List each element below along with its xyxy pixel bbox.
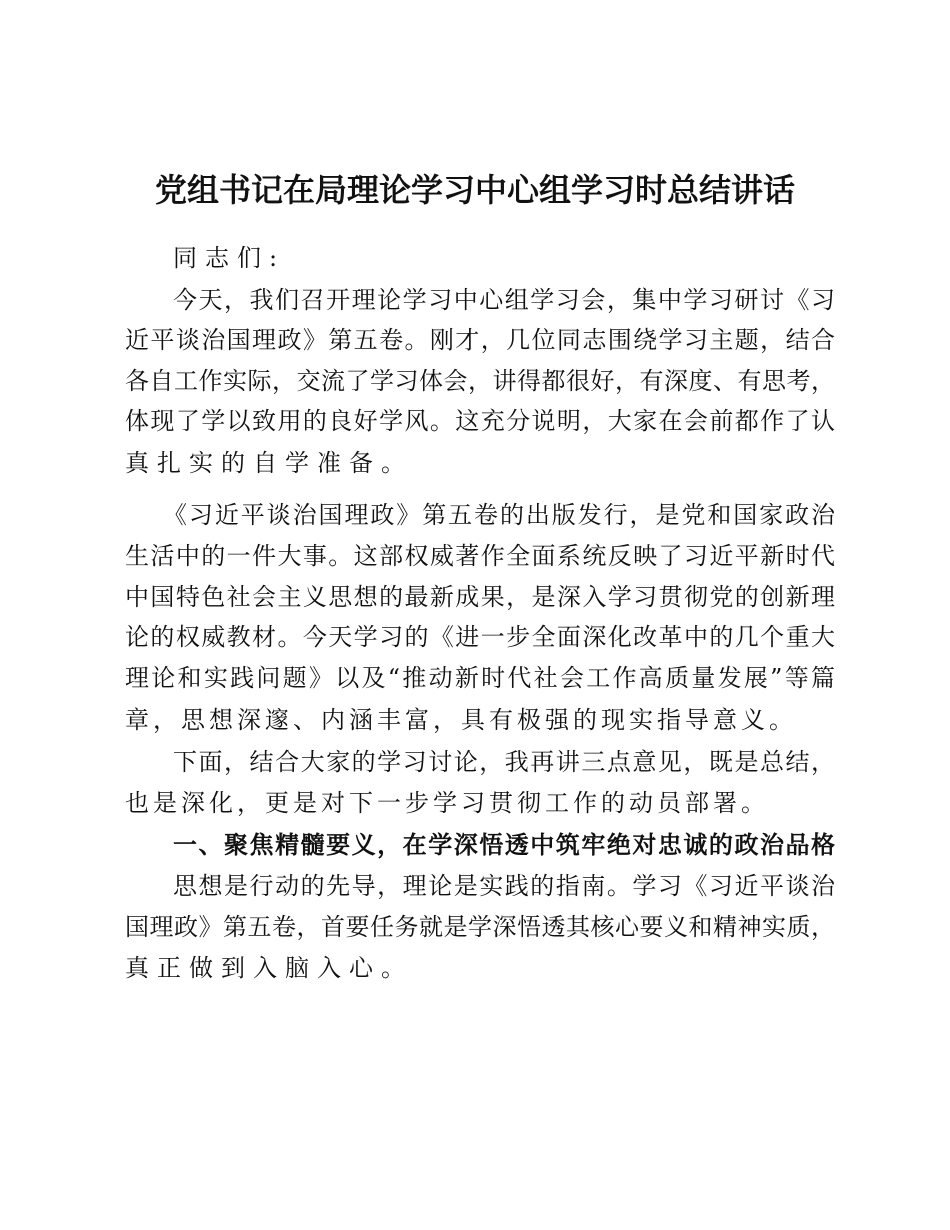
paragraph-line: 生活中的一件大事。这部权威著作全面系统反映了习近平新时代 <box>125 542 835 570</box>
document-title: 党组书记在局理论学习中心组学习时总结讲话 <box>154 171 795 209</box>
paragraph-line: 理论和实践问题》以及“推动新时代社会工作高质量发展”等篇 <box>125 664 835 692</box>
paragraph-line: 中国特色社会主义思想的最新成果，是深入学习贯彻党的创新理 <box>125 583 835 611</box>
salutation: 同志们: <box>173 244 286 272</box>
paragraph-line: 今天，我们召开理论学习中心组学习会，集中学习研讨《习 <box>173 286 835 314</box>
paragraph-line: 论的权威教材。今天学习的《进一步全面深化改革中的几个重大 <box>125 623 835 651</box>
paragraph-line: 近平谈治国理政》第五卷。刚才，几位同志围绕学习主题，结合 <box>125 326 835 354</box>
paragraph-line: 也是深化，更是对下一步学习贯彻工作的动员部署。 <box>125 789 769 817</box>
paragraph-line: 真扎实的自学准备。 <box>125 449 413 477</box>
section-heading: 一、聚焦精髓要义，在学深悟透中筑牢绝对忠诚的政治品格 <box>173 830 835 859</box>
paragraph-line: 思想是行动的先导，理论是实践的指南。学习《习近平谈治 <box>173 872 835 900</box>
paragraph-line: 体现了学以致用的良好学风。这充分说明，大家在会前都作了认 <box>125 407 835 435</box>
paragraph-line: 《习近平谈治国理政》第五卷的出版发行，是党和国家政治 <box>163 501 835 529</box>
paragraph-line: 真正做到入脑入心。 <box>125 954 413 982</box>
paragraph-line: 各自工作实际，交流了学习体会，讲得都很好，有深度、有思考， <box>125 367 835 395</box>
paragraph-line: 国理政》第五卷，首要任务就是学深悟透其核心要义和精神实质， <box>125 913 835 941</box>
paragraph-line: 下面，结合大家的学习讨论，我再讲三点意见，既是总结， <box>173 748 835 776</box>
paragraph-line: 章，思想深邃、内涵丰富，具有极强的现实指导意义。 <box>125 706 797 734</box>
